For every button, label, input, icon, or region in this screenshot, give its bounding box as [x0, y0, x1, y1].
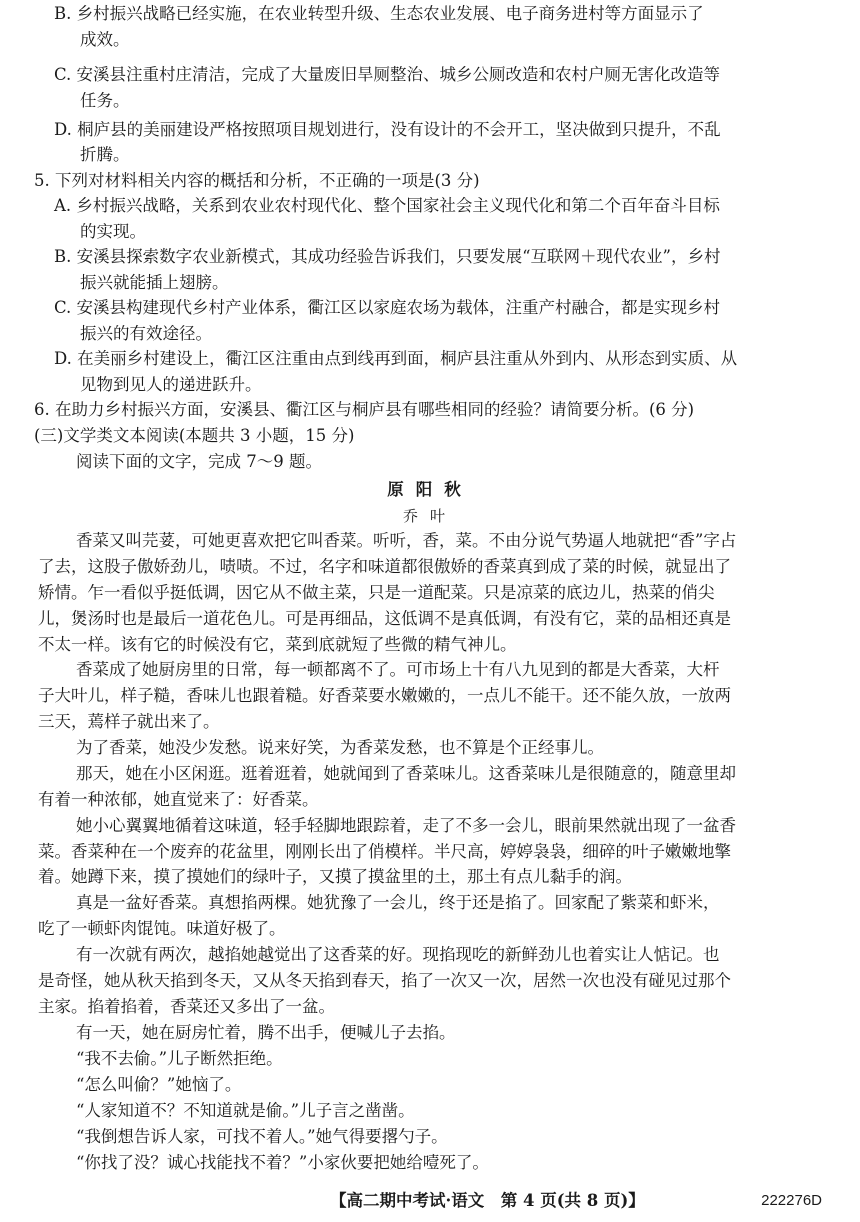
paragraph-line: 菜。香菜种在一个废弃的花盆里，刚刚长出了俏模样。半尺高，婷婷袅袅，细碎的叶子嫩嫩地擎	[38, 842, 731, 861]
option-d-line1: D. 桐庐县的美丽建设严格按照项目规划进行，没有设计的不会开工，坚决做到只提升，不乱	[54, 120, 721, 139]
paragraph-line: 矫情。乍一看似乎挺低调，因它从不做主菜，只是一道配菜。只是凉菜的底边儿，热菜的俏尖	[38, 583, 715, 602]
paragraph-line: 那天，她在小区闲逛。逛着逛着，她就闻到了香菜味儿。这香菜味儿是很随意的，随意里却	[76, 764, 736, 783]
paragraph-line: 香菜成了她厨房里的日常，每一顿都离不了。可市场上十有八九见到的都是大香菜，大杆	[76, 660, 720, 679]
dialogue-line: “我不去偷。”儿子断然拒绝。	[76, 1049, 283, 1068]
dialogue-line: “人家知道不？不知道就是偷。”儿子言之凿凿。	[76, 1101, 415, 1120]
paragraph-line: 三天，蔫样子就出来了。	[38, 712, 220, 731]
option-c-line1: C. 安溪县注重村庄清洁，完成了大量废旧旱厕整治、城乡公厕改造和农村户厕无害化改造等	[54, 65, 721, 84]
question-6: 6. 在助力乡村振兴方面，安溪县、衢江区与桐庐县有哪些相同的经验？请简要分析。(6 分)	[34, 400, 695, 419]
footer-code: 222276D	[761, 1192, 822, 1209]
option-b-line1: B. 乡村振兴战略已经实施，在农业转型升级、生态农业发展、电子商务进村等方面显示了	[54, 4, 704, 23]
question-5: 5. 下列对材料相关内容的概括和分析，不正确的一项是(3 分)	[34, 171, 480, 190]
story-title: 原阳秋	[387, 480, 473, 499]
option-b-line2: 成效。	[80, 30, 130, 49]
q5-option-a-line1: A. 乡村振兴战略，关系到农业农村现代化、整个国家社会主义现代化和第二个百年奋斗目标	[54, 196, 720, 215]
paragraph-line: 她小心翼翼地循着这味道，轻手轻脚地跟踪着，走了不多一会儿，眼前果然就出现了一盆香	[76, 816, 736, 835]
reading-instruction: 阅读下面的文字，完成 7～9 题。	[76, 452, 322, 471]
q5-option-b-line1: B. 安溪县探索数字农业新模式，其成功经验告诉我们，只要发展“互联网＋现代农业”，乡村	[54, 247, 721, 266]
paragraph-line: 吃了一顿虾肉馄饨。味道好极了。	[38, 919, 286, 938]
q5-option-c-line1: C. 安溪县构建现代乡村产业体系，衢江区以家庭农场为载体，注重产村融合，都是实现乡村	[54, 298, 721, 317]
paragraph-line: 子大叶儿，样子糙，香味儿也跟着糙。好香菜要水嫩嫩的，一点儿不能干。还不能久放，一放两	[38, 686, 731, 705]
q5-option-d-line1: D. 在美丽乡村建设上，衢江区注重由点到线再到面，桐庐县注重从外到内、从形态到实质、从	[54, 349, 738, 368]
paragraph-line: 主家。掐着掐着，香菜还又多出了一盆。	[38, 997, 335, 1016]
option-c-line2: 任务。	[80, 91, 130, 110]
paragraph-line: 有一天，她在厨房忙着，腾不出手，便喊儿子去掐。	[76, 1023, 456, 1042]
paragraph-line: 有着一种浓郁，她直觉来了：好香菜。	[38, 790, 319, 809]
paragraph-line: 是奇怪，她从秋天掐到冬天，又从冬天掐到春天，掐了一次又一次，居然一次也没有碰见过那个	[38, 971, 731, 990]
q5-option-c-line2: 振兴的有效途径。	[80, 324, 212, 343]
dialogue-line: “我倒想告诉人家，可找不着人。”她气得要撂勺子。	[76, 1127, 448, 1146]
paragraph-line: 着。她蹲下来，摸了摸她们的绿叶子，又摸了摸盆里的土，那土有点儿黏手的润。	[38, 867, 632, 886]
dialogue-line: “怎么叫偷？”她恼了。	[76, 1075, 242, 1094]
paragraph-line: 不太一样。该有它的时候没有它，菜到底就短了些微的精气神儿。	[38, 635, 517, 654]
section-heading: (三)文学类文本阅读(本题共 3 小题，15 分)	[34, 426, 355, 445]
paragraph-line: 有一次就有两次，越掐她越觉出了这香菜的好。现掐现吃的新鲜劲儿也着实让人惦记。也	[76, 945, 720, 964]
paragraph-line: 为了香菜，她没少发愁。说来好笑，为香菜发愁，也不算是个正经事儿。	[76, 738, 604, 757]
q5-option-a-line2: 的实现。	[80, 222, 146, 241]
option-d-line2: 折腾。	[80, 145, 130, 164]
paragraph-line: 了去，这股子傲娇劲儿，啧啧。不过，名字和味道都很傲娇的香菜真到成了菜的时候，就显出了	[38, 557, 731, 576]
footer-title: 【高二期中考试·语文 第 4 页(共 8 页)】	[330, 1191, 645, 1210]
story-author: 乔叶	[402, 507, 457, 525]
paragraph-line: 儿，煲汤时也是最后一道花色儿。可是再细品，这低调不是真低调，有没有它，菜的品相还真是	[38, 609, 731, 628]
dialogue-line: “你找了没？诚心找能找不着？”小家伙要把她给噎死了。	[76, 1153, 489, 1172]
paragraph-line: 真是一盆好香菜。真想掐两棵。她犹豫了一会儿，终于还是掐了。回家配了紫菜和虾米，	[76, 893, 720, 912]
q5-option-d-line2: 见物到见人的递进跃升。	[80, 375, 262, 394]
paragraph-line: 香菜又叫芫荽，可她更喜欢把它叫香菜。听听，香，菜。不由分说气势逼人地就把“香”字占	[76, 531, 737, 550]
q5-option-b-line2: 振兴就能插上翅膀。	[80, 273, 229, 292]
